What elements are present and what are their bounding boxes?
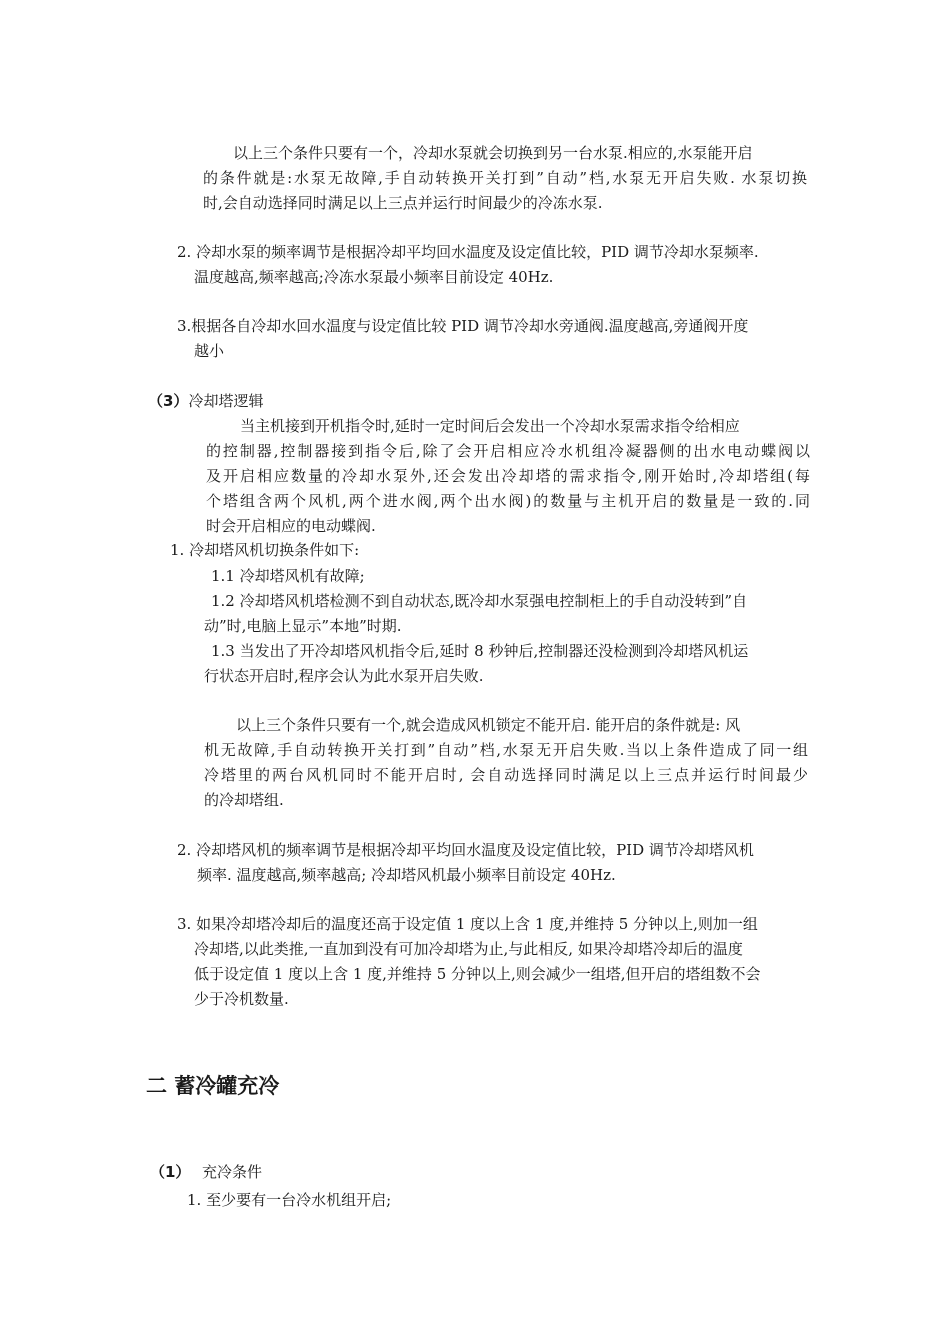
list-item-line: 温度越高,频率越高;冷冻水泵最小频率目前设定 40Hz. (194, 268, 554, 286)
list-item-line: 动”时,电脑上显示”本地”时期. (204, 617, 402, 635)
paragraph-line: 以上三个条件只要有一个，冷却水泵就会切换到另一台水泵.相应的,水泵能开启 (233, 144, 753, 162)
list-item-line: 1. 至少要有一台冷水机组开启; (187, 1191, 392, 1209)
paragraph-line: 的冷却塔组. (204, 791, 284, 809)
list-item-line: 少于冷机数量. (194, 990, 289, 1008)
paragraph-line: 的条件就是:水泵无故障,手自动转换开关打到”自动”档,水泵无开启失败. 水泵切换 (203, 169, 807, 187)
list-item-line: 1.2 冷却塔风机塔检测不到自动状态,既冷却水泵强电控制柜上的手自动没转到”自 (211, 592, 748, 610)
paragraph-line: 个塔组含两个风机,两个进水阀,两个出水阀)的数量与主机开启的数量是一致的.同 (206, 492, 810, 510)
paragraph-line: 当主机接到开机指令时,延时一定时间后会发出一个冷却水泵需求指令给相应 (240, 417, 740, 435)
section-heading (150, 1160, 190, 1185)
paragraph-line: 的控制器,控制器接到指令后,除了会开启相应冷水机组冷凝器侧的出水电动蝶阀以 (206, 442, 810, 460)
paragraph-line: 及开启相应数量的冷却水泵外,还会发出冷却塔的需求指令,刚开始时,冷却塔组(每 (206, 467, 810, 485)
list-item-line: 1.3 当发出了开冷却塔风机指令后,延时 8 秒钟后,控制器还没检测到冷却塔风机运 (211, 642, 749, 660)
paragraph-line: 冷塔里的两台风机同时不能开启时, 会自动选择同时满足以上三点并运行时间最少 (204, 766, 808, 784)
list-item-line: 越小 (194, 342, 225, 360)
list-title: 1. 冷却塔风机切换条件如下: (170, 541, 360, 559)
list-item-line: 频率. 温度越高,频率越高; 冷却塔风机最小频率目前设定 40Hz. (197, 866, 616, 884)
list-item-line: 3. 如果冷却塔冷却后的温度还高于设定值 1 度以上含 1 度,并维持 5 分钟以上,则加一组 (177, 915, 758, 933)
paragraph-line: 机无故障,手自动转换开关打到”自动”档,水泵无开启失败.当以上条件造成了同一组 (204, 741, 808, 759)
section-title: 冷却塔逻辑 (188, 392, 264, 410)
paragraph-line: 以上三个条件只要有一个,就会造成风机锁定不能开启. 能开启的条件就是: 风 (236, 716, 741, 734)
list-item-line: 2. 冷却塔风机的频率调节是根据冷却平均回水温度及设定值比较，PID 调节冷却塔风机 (177, 841, 754, 859)
list-item-line: 低于设定值 1 度以上含 1 度,并维持 5 分钟以上,则会减少一组塔,但开启的塔组数不会 (194, 965, 761, 983)
list-item-line: 冷却塔,以此类推,一直加到没有可加冷却塔为止,与此相反, 如果冷却塔冷却后的温度 (194, 940, 743, 958)
chapter-heading: 二 蓄冷罐充冷 (146, 1074, 280, 1098)
section-title: 充冷条件 (202, 1163, 263, 1181)
list-item-line: 行状态开启时,程序会认为此水泵开启失败. (204, 667, 484, 685)
section-heading (148, 389, 263, 414)
section-marker: （1） (150, 1163, 191, 1181)
list-item-line: 3.根据各自冷却水回水温度与设定值比较 PID 调节冷却水旁通阀.温度越高,旁通阀开度 (177, 317, 749, 335)
paragraph-line: 时会开启相应的电动蝶阀. (206, 517, 376, 535)
list-item-line: 2. 冷却水泵的频率调节是根据冷却平均回水温度及设定值比较，PID 调节冷却水泵频率. (177, 243, 759, 261)
list-item-line: 1.1 冷却塔风机有故障; (211, 567, 365, 585)
paragraph-line: 时,会自动选择同时满足以上三点并运行时间最少的冷冻水泵. (203, 194, 603, 212)
section-marker: （3） (148, 392, 189, 410)
